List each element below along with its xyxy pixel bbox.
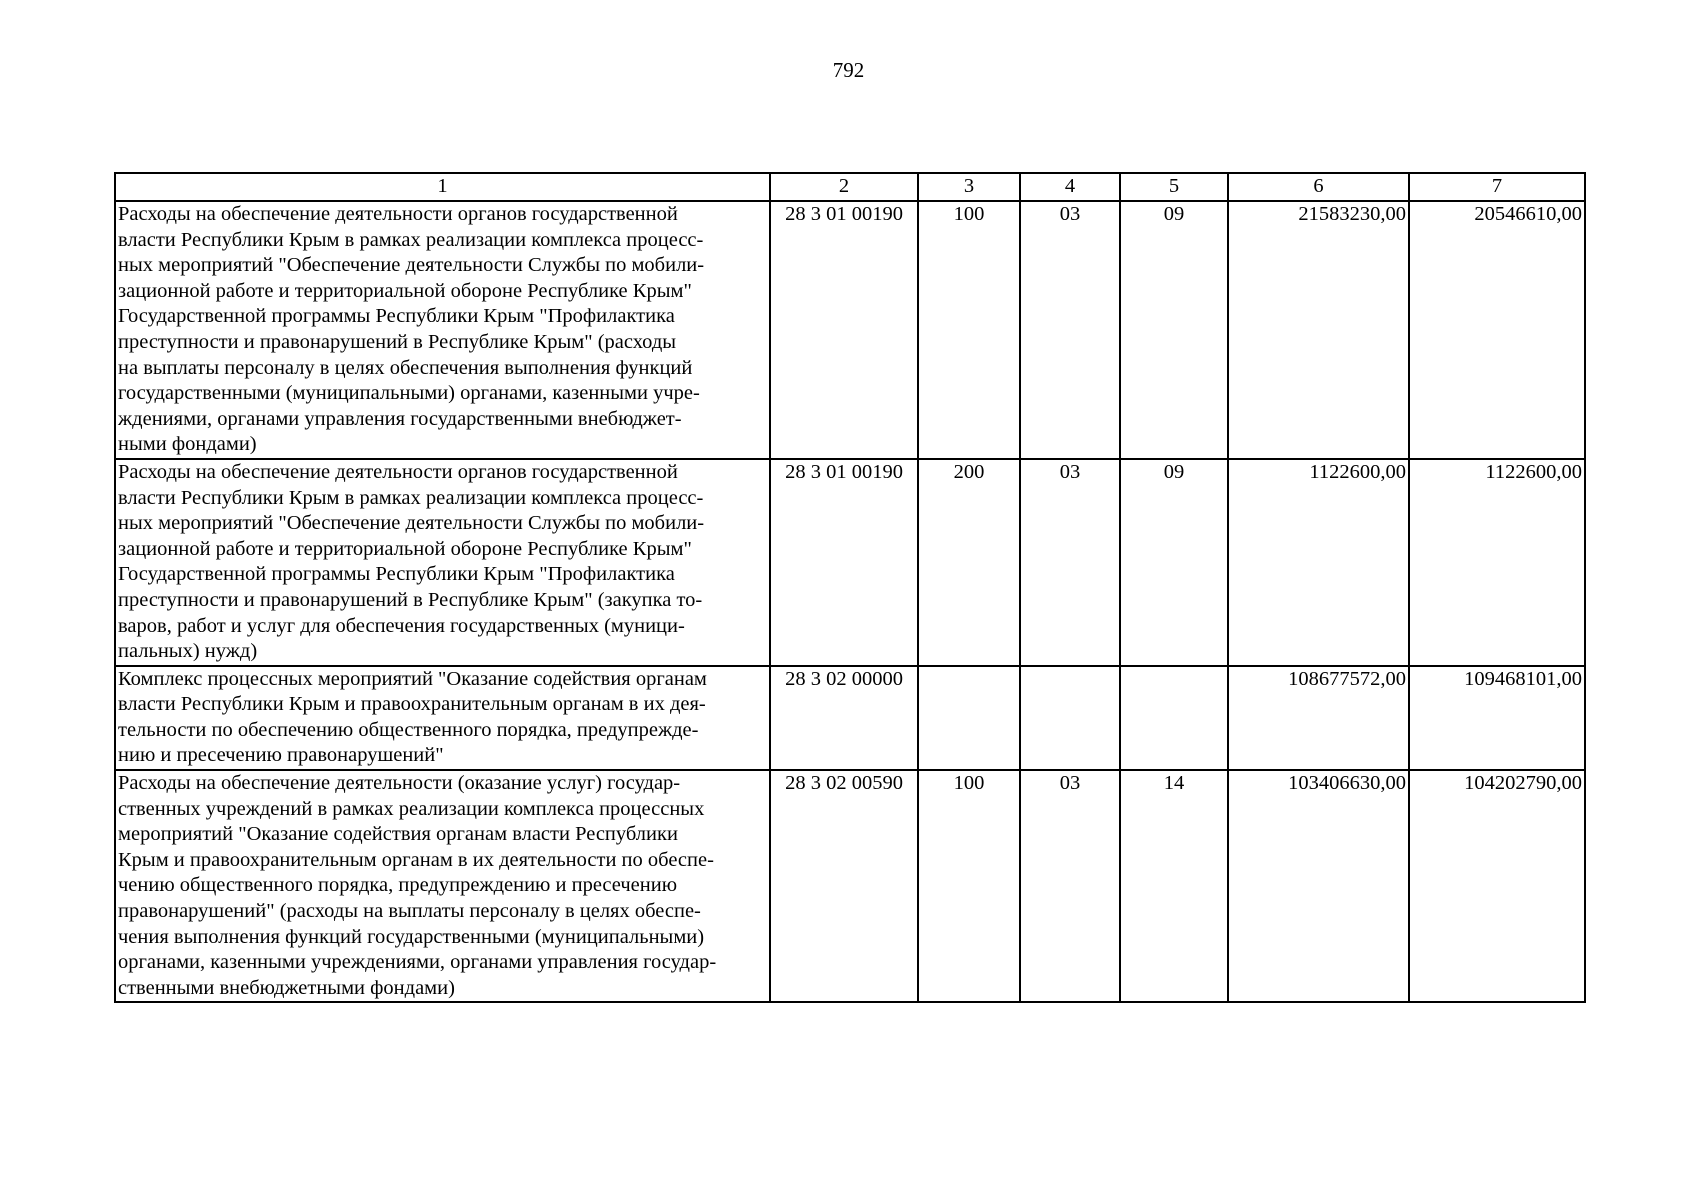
row-amount-col7: 109468101,00 xyxy=(1409,666,1585,770)
column-header: 6 xyxy=(1228,173,1409,201)
row-description: Расходы на обеспечение деятельности (оказание услуг) государ- ственных учреждений в рамках реализации комплекса процессных мероприятий "Оказание содействия органам власти Республики Крым и правоохранительным органам в их деятельности по обеспе- чению общественного порядка, предупреждению и пресечению правонарушений" (расходы на выплаты персоналу в целях обеспе- чения выполнения функций государственными (муниципальными) органами, казенными учреждениями, органами управления государ- ственными внебюджетными фондами) xyxy=(115,770,770,1002)
row-amount-col7: 1122600,00 xyxy=(1409,459,1585,666)
row-subsection: 09 xyxy=(1120,459,1228,666)
table-header-row xyxy=(115,173,1585,201)
budget-table xyxy=(114,172,1586,1003)
table-row xyxy=(115,666,1585,770)
table-row xyxy=(115,201,1585,459)
column-header: 7 xyxy=(1409,173,1585,201)
row-target-code: 28 3 02 00590 xyxy=(770,770,918,1002)
row-section: 03 xyxy=(1020,770,1120,1002)
row-section: 03 xyxy=(1020,459,1120,666)
row-section xyxy=(1020,666,1120,770)
row-subsection: 14 xyxy=(1120,770,1228,1002)
column-header: 3 xyxy=(918,173,1020,201)
page-number: 792 xyxy=(832,58,865,82)
row-amount-col7: 104202790,00 xyxy=(1409,770,1585,1002)
row-expense-type: 100 xyxy=(918,770,1020,1002)
column-header: 2 xyxy=(770,173,918,201)
row-description: Комплекс процессных мероприятий "Оказание содействия органам власти Республики Крым и правоохранительным органам в их дея- тельности по обеспечению общественного порядка, предупрежде- нию и пресечению правонарушений" xyxy=(115,666,770,770)
row-target-code: 28 3 01 00190 xyxy=(770,459,918,666)
row-subsection: 09 xyxy=(1120,201,1228,459)
row-target-code: 28 3 02 00000 xyxy=(770,666,918,770)
row-amount-col6: 103406630,00 xyxy=(1228,770,1409,1002)
row-description: Расходы на обеспечение деятельности органов государственной власти Республики Крым в рамках реализации комплекса процесс- ных мероприятий "Обеспечение деятельности Службы по мобили- зационной работе и территориальной обороне Республике Крым" Государственной программы Республики Крым "Профилактика преступности и правонарушений в Республике Крым" (закупка то- варов, работ и услуг для обеспечения государственных (муници- пальных) нужд) xyxy=(115,459,770,666)
table-row xyxy=(115,459,1585,666)
row-expense-type xyxy=(918,666,1020,770)
row-amount-col7: 20546610,00 xyxy=(1409,201,1585,459)
column-header: 4 xyxy=(1020,173,1120,201)
row-section: 03 xyxy=(1020,201,1120,459)
row-subsection xyxy=(1120,666,1228,770)
row-target-code: 28 3 01 00190 xyxy=(770,201,918,459)
row-expense-type: 200 xyxy=(918,459,1020,666)
row-amount-col6: 108677572,00 xyxy=(1228,666,1409,770)
table-row xyxy=(115,770,1585,1002)
row-expense-type: 100 xyxy=(918,201,1020,459)
column-header: 1 xyxy=(115,173,770,201)
row-description: Расходы на обеспечение деятельности органов государственной власти Республики Крым в рамках реализации комплекса процесс- ных мероприятий "Обеспечение деятельности Службы по мобили- зационной работе и территориальной обороне Республике Крым" Государственной программы Республики Крым "Профилактика преступности и правонарушений в Республике Крым" (расходы на выплаты персоналу в целях обеспечения выполнения функций государственными (муниципальными) органами, казенными учре- ждениями, органами управления государственными внебюджет- ными фондами) xyxy=(115,201,770,459)
column-header: 5 xyxy=(1120,173,1228,201)
row-amount-col6: 21583230,00 xyxy=(1228,201,1409,459)
row-amount-col6: 1122600,00 xyxy=(1228,459,1409,666)
